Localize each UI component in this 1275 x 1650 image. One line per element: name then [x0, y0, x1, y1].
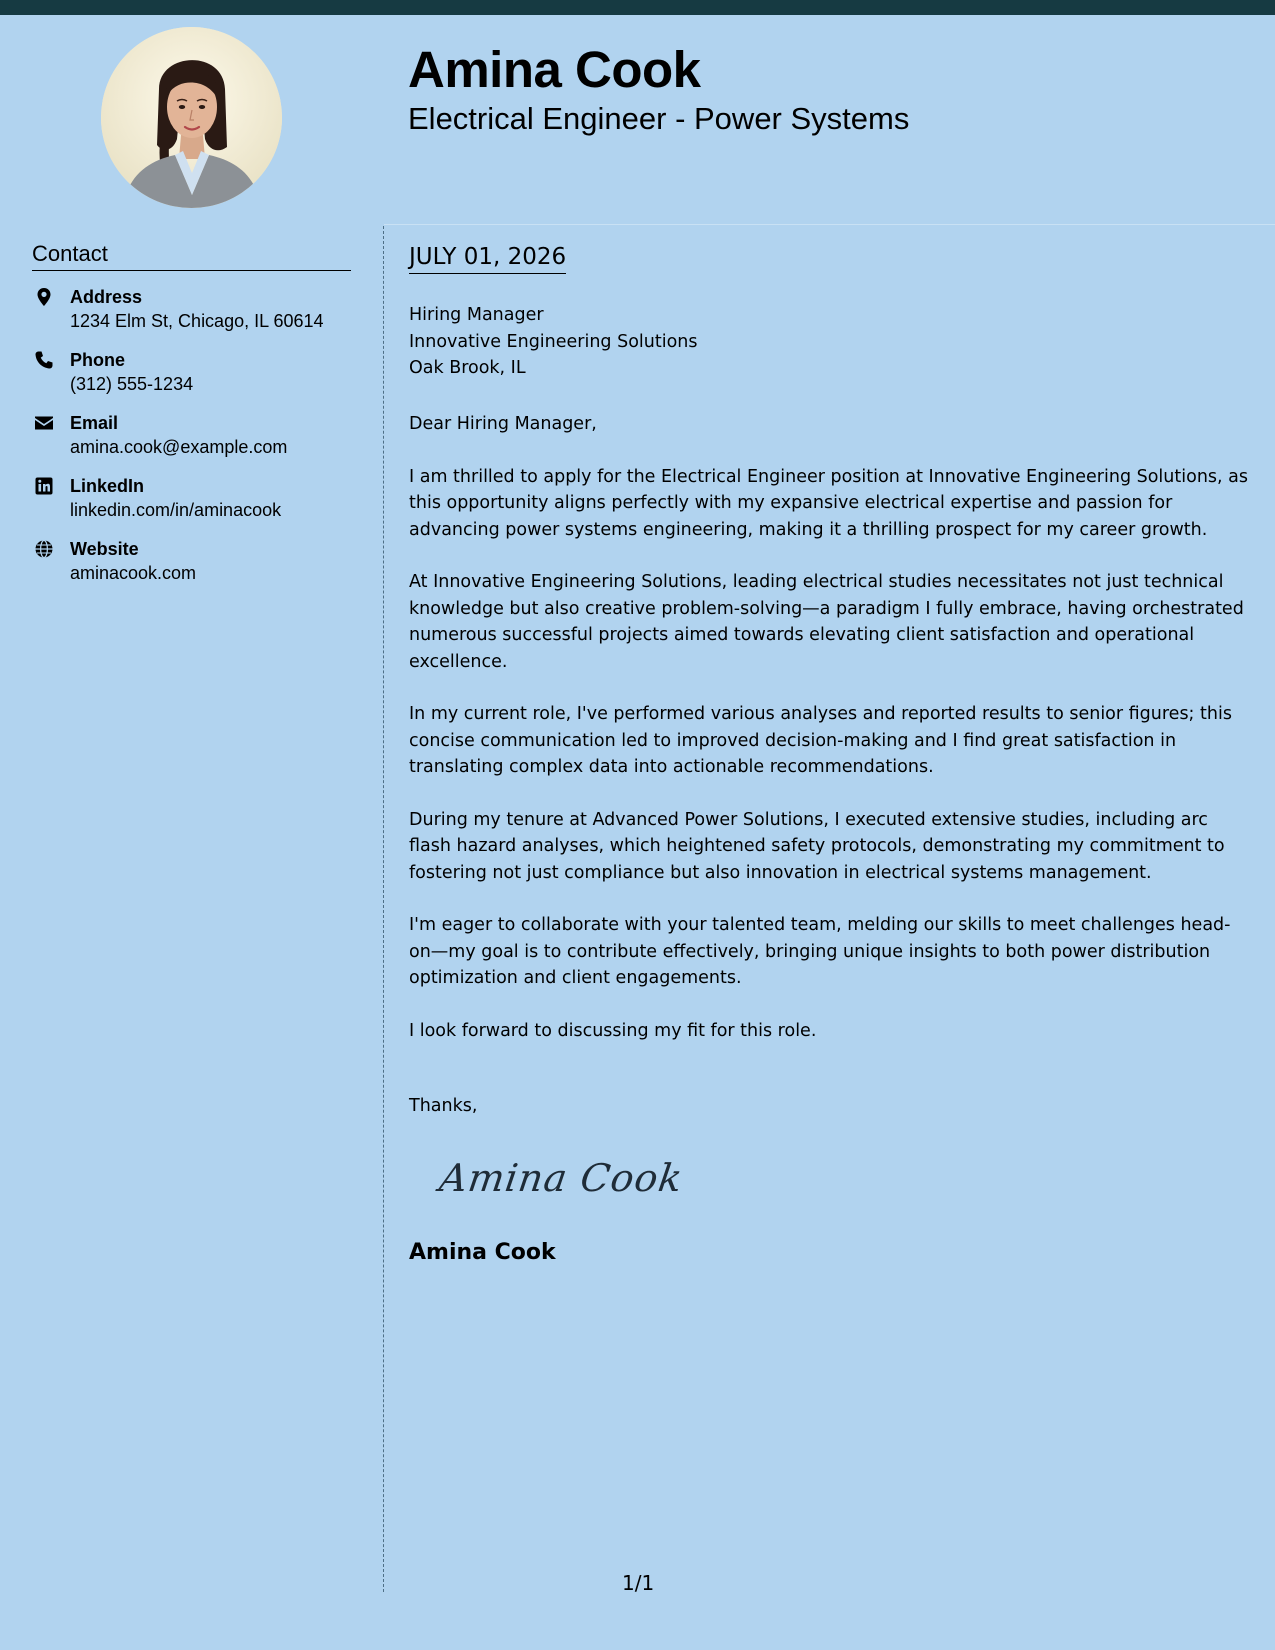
body-paragraph-4: During my tenure at Advanced Power Solutions, I executed extensive studies, including arc flash hazard analyses, which heightened safety protocols, demonstrating my commitment to fostering not just compliance but also innovation in electrical systems management. [409, 809, 1225, 883]
contact-address [32, 285, 362, 348]
top-accent-bar [0, 0, 1275, 15]
email-value: amina.cook@example.com [70, 437, 288, 457]
linkedin-icon [34, 476, 54, 496]
body-paragraph-2: At Innovative Engineering Solutions, leading electrical studies necessitates not just technical knowledge but also creative problem-solving—a paradigm I fully embrace, having orchestrated numerous successful projects aimed towards elevating client satisfaction and operational excellence. [409, 572, 1244, 672]
website-label: Website [70, 539, 139, 559]
website-value: aminacook.com [70, 563, 197, 583]
header-divider [384, 224, 1275, 225]
recipient-company: Innovative Engineering Solutions [409, 331, 698, 352]
recipient-location: Oak Brook, IL [409, 358, 526, 378]
handwritten-signature: Amina Cook [436, 1156, 686, 1200]
globe-icon [34, 539, 54, 559]
phone-icon [34, 350, 54, 370]
recipient-name: Hiring Manager [409, 305, 544, 325]
signed-name: Amina Cook [409, 1240, 556, 1265]
address-label: Address [70, 287, 143, 307]
contact-email [32, 411, 362, 474]
contact-linkedin [32, 474, 362, 537]
candidate-name: Amina Cook [408, 41, 701, 98]
phone-label: Phone [70, 350, 126, 370]
email-label: Email [70, 413, 119, 433]
page-number: 1/1 [622, 1571, 655, 1595]
salutation: Dear Hiring Manager, [409, 414, 597, 434]
phone-value: (312) 555-1234 [70, 374, 194, 394]
letter-body [409, 411, 1249, 1070]
contact-heading: Contact [32, 241, 351, 271]
contact-list [32, 285, 362, 600]
contact-website [32, 537, 362, 600]
closing: Thanks, [409, 1096, 478, 1116]
body-paragraph-1: I am thrilled to apply for the Electrical Engineer position at Innovative Engineering Solutions, as this opportunity aligns perfectly with my expansive electrical expertise and passion for advancing power systems engineering, making it a thrilling prospect for my career growth. [409, 466, 1248, 540]
address-value: 1234 Elm St, Chicago, IL 60614 [70, 311, 324, 331]
map-pin-icon [34, 287, 54, 307]
job-title: Electrical Engineer - Power Systems [408, 101, 910, 136]
body-paragraph-5: I'm eager to collaborate with your talented team, melding our skills to meet challenges head-on—my goal is to contribute effectively, bringing unique insights to both power distribution optimization and client engagements. [409, 915, 1231, 988]
body-paragraph-3: In my current role, I've performed various analyses and reported results to senior figures; this concise communication led to improved decision-making and I find great satisfaction in translating complex data into actionable recommendations. [409, 704, 1232, 777]
body-paragraph-6: I look forward to discussing my fit for this role. [409, 1020, 817, 1041]
envelope-icon [34, 413, 54, 433]
linkedin-label: LinkedIn [70, 476, 145, 496]
profile-photo [101, 27, 282, 208]
recipient-block [409, 302, 698, 382]
column-divider [383, 226, 384, 1592]
letter-date: JULY 01, 2026 [409, 244, 566, 274]
linkedin-value: linkedin.com/in/aminacook [70, 500, 282, 520]
contact-phone [32, 348, 362, 411]
